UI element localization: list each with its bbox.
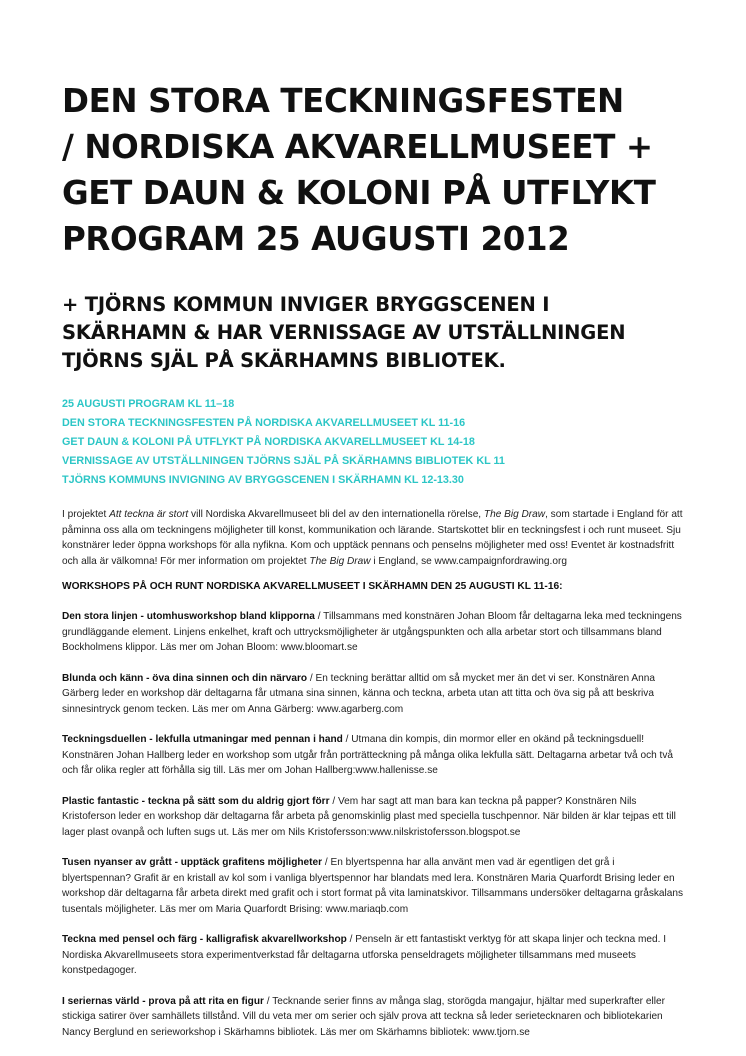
workshop-separator: /: [346, 934, 356, 945]
title-line: PROGRAM 25 AUGUSTI 2012: [62, 220, 570, 258]
workshop-separator: /: [263, 995, 273, 1007]
intro-text: vill Nordiska Akvarellmuseet bli del av den internationella rörelse,: [188, 509, 484, 520]
intro-text: I projektet: [62, 509, 110, 520]
workshop-item: [62, 932, 686, 979]
workshop-text: Tillsammans med konstnären Johan Bloom får deltagarna leka med teckningens grundläggande element. Linjens enkelhet, kraft och uttrycksmöjligheter är utgångspunkten och alla arbetar stort och tillsammans bland Bockholmens klippor. Läs mer om Johan Bloom: www.bloomart.se: [62, 611, 682, 653]
workshop-title: Teckna med pensel och färg - kalligrafisk akvarellworkshop: [62, 934, 347, 945]
intro-paragraph: [62, 507, 686, 569]
workshop-item: [62, 994, 686, 1041]
workshop-separator: /: [329, 795, 338, 807]
workshop-separator: /: [307, 672, 316, 684]
program-line: TJÖRNS KOMMUNS INVIGNING AV BRYGGSCENEN I SKÄRHAMN KL 12-13.30: [62, 474, 464, 486]
page-title: [62, 78, 686, 262]
program-list: [62, 395, 686, 490]
program-line: 25 AUGUSTI PROGRAM KL 11–18: [62, 398, 235, 410]
title-line: DEN STORA TECKNINGSFESTEN: [62, 82, 624, 120]
workshop-title: Den stora linjen - utomhusworkshop bland klipporna: [62, 611, 315, 622]
program-line: GET DAUN & KOLONI PÅ UTFLYKT PÅ NORDISKA AKVARELLMUSEET KL 14-18: [62, 436, 475, 448]
workshop-title: Tusen nyanser av grått - upptäck grafitens möjligheter: [62, 857, 323, 868]
workshop-text: En teckning berättar alltid om så mycket mer än det vi ser. Konstnären Anna Gärberg leder en workshop där deltagarna får utmana sina sinnen, känna och teckna, arbeta utan att titta och öva sig på att beskriva sinnesintryck genom tecken. Läs mer om Anna Gärberg: www.agarberg.com: [62, 672, 655, 715]
workshop-title: Plastic fantastic - teckna på sätt som du aldrig gjort förr: [62, 795, 330, 807]
workshop-item: [62, 671, 686, 718]
title-line: / NORDISKA AKVARELLMUSEET +: [62, 128, 653, 166]
workshop-item: [62, 609, 686, 656]
workshop-text: Utmana din kompis, din mormor eller en okänd på teckningsduell! Konstnären Johan Hallberg leder en workshop som utgår från porträtteckning på många olika lekfulla sätt. Deltagarna arbetar två och två och får olika regler att förhålla sig till. Läs mer om Johan Hallberg:www.hallenisse.se: [62, 734, 674, 776]
workshops-heading: WORKSHOPS PÅ OCH RUNT NORDISKA AKVARELLMUSEET I SKÄRHAMN DEN 25 AUGUSTI KL 11-16:: [62, 581, 563, 592]
workshop-title: Blunda och känn - öva dina sinnen och din närvaro: [62, 672, 308, 684]
intro-text: i England, se www.campaignfordrawing.org: [370, 555, 567, 567]
intro-big-draw: The Big Draw: [309, 555, 371, 567]
subtitle-line: SKÄRHAMN & HAR VERNISSAGE AV UTSTÄLLNINGEN: [62, 321, 626, 344]
workshop-separator: /: [342, 734, 352, 745]
intro-text: , som startade i England för att påminna oss alla om teckningens möjligheter till konst, kommunikation och lärande. Startskottet blir en teckningsfest i och runt museet. Sju konstnärer leder öppna workshops för alla nyfikna. Kom och upptäck pennans och penselns möjligheter med oss! Eventet är kostnadsfritt och alla är välkomna! För mer information om projektet: [62, 509, 683, 567]
workshop-text: Vem har sagt att man bara kan teckna på papper? Konstnären Nils Kristoferson leder en workshop där deltagarna får arbeta på genomskinlig plast med speciella tuschpennor. När bilden är klar tejpas ett till lager plast ovanpå och luften sugs ut. Läs mer om Nils Kristofersson:www.nilskristofersson.blogspot.se: [62, 795, 676, 838]
workshop-separator: /: [314, 611, 324, 622]
workshop-text: En blyertspenna har alla använt men vad är egentligen det grå i blyertspennan? Grafit är en kristall av kol som i vanliga blyertspennor har blandats med lera. Konstnären Maria Quarfordt Brising leder en workshop där deltagarna får arbeta direkt med grafit och i stort format på vita laminatskivor. Tillsammans undersöker deltagarna gråskalans tusentals möjligheter. Läs mer om Maria Quarfordt Brising: www.mariaqb.com: [62, 857, 684, 915]
program-line: VERNISSAGE AV UTSTÄLLNINGEN TJÖRNS SJÄL PÅ SKÄRHAMNS BIBLIOTEK KL 11: [62, 455, 505, 467]
title-line: GET DAUN & KOLONI PÅ UTFLYKT: [62, 174, 656, 212]
intro-project-name: Att teckna är stort: [109, 509, 189, 520]
workshop-title: I seriernas värld - prova på att rita en figur: [62, 995, 264, 1007]
workshop-separator: /: [322, 857, 331, 868]
workshop-item: [62, 794, 686, 841]
intro-big-draw: The Big Draw: [483, 509, 546, 520]
workshop-item: [62, 855, 686, 917]
subtitle-line: TJÖRNS SJÄL PÅ SKÄRHAMNS BIBLIOTEK.: [62, 349, 506, 372]
workshop-item: [62, 732, 686, 779]
workshop-text: Penseln är ett fantastiskt verktyg för att skapa linjer och teckna med. I Nordiska Akvarellmuseets stora experimentverkstad får deltagarna utforska penseldragets möjligheter tillsammans med museets konstpedagoger.: [62, 934, 667, 976]
workshop-title: Teckningsduellen - lekfulla utmaningar med pennan i hand: [62, 734, 343, 745]
program-line: DEN STORA TECKNINGSFESTEN PÅ NORDISKA AKVARELLMUSEET KL 11-16: [62, 417, 466, 429]
subtitle: [62, 291, 686, 375]
workshop-text: Tecknande serier finns av många slag, storögda mangajur, hjältar med superkrafter eller stickiga satirer över samhällets tillstånd. Vill du veta mer om serier och själv prova att teckna så leder serietecknaren och bibliotekarien Nancy Berglund en serieworkshop i Skärhamns bibliotek. Läs mer om Skärhamns bibliotek: www.tjorn.se: [62, 995, 665, 1038]
subtitle-line: + TJÖRNS KOMMUN INVIGER BRYGGSCENEN I: [62, 293, 550, 316]
